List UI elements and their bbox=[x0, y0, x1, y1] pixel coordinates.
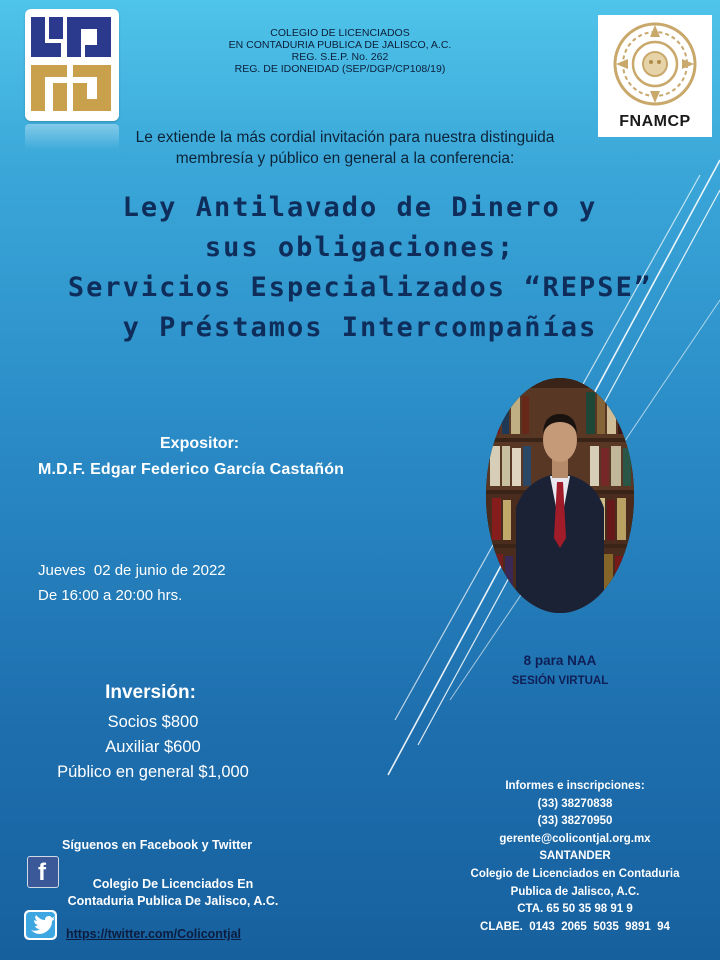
fnamcp-logo bbox=[598, 15, 712, 137]
twitter-icon[interactable] bbox=[24, 910, 57, 940]
clabe-number: CLABE. 0143 2065 5035 9891 94 bbox=[480, 920, 670, 933]
phone-number[interactable]: (33) 38270950 bbox=[537, 815, 613, 828]
virtual-session-label: SESIÓN VIRTUAL bbox=[511, 675, 609, 687]
facebook-name-line: Contaduria Publica De Jalisco, A.C. bbox=[67, 894, 279, 908]
price-item: Socios $800 bbox=[107, 713, 199, 731]
contact-heading: Informes e inscripciones: bbox=[505, 780, 645, 792]
investment-list bbox=[38, 710, 268, 785]
institution-header bbox=[190, 27, 490, 75]
title-line: y Préstamos Intercompañías bbox=[122, 312, 598, 343]
account-holder: Publica de Jalisco, A.C. bbox=[510, 885, 640, 898]
price-item: Público en general $1,000 bbox=[57, 763, 249, 781]
fnamcp-label: FNAMCP bbox=[619, 113, 691, 130]
bank-name: SANTANDER bbox=[539, 850, 611, 863]
header-line: COLEGIO DE LICENCIADOS bbox=[270, 27, 410, 39]
invitation-line: Le extiende la más cordial invitación para nuestra distinguida bbox=[135, 129, 555, 146]
facebook-name-line: Colegio De Licenciados En bbox=[92, 877, 254, 891]
colegio-logo-icon bbox=[25, 9, 119, 121]
speaker-label: Expositor: bbox=[160, 435, 240, 452]
header-line: EN CONTADURIA PUBLICA DE JALISCO, A.C. bbox=[228, 39, 452, 51]
price-item: Auxiliar $600 bbox=[105, 738, 201, 756]
aztec-calendar-icon bbox=[612, 21, 698, 107]
twitter-link[interactable]: https://twitter.com/Colicontjal bbox=[66, 927, 242, 941]
invitation-text bbox=[60, 127, 630, 169]
email-link[interactable]: gerente@colicontjal.org.mx bbox=[499, 832, 651, 845]
investment-title: Inversión: bbox=[105, 682, 196, 703]
header-line: REG. DE IDONEIDAD (SEP/DGP/CP108/19) bbox=[234, 63, 446, 75]
facebook-page-name[interactable] bbox=[48, 876, 298, 910]
facebook-letter: f bbox=[38, 859, 46, 886]
speaker-name: M.D.F. Edgar Federico García Castañón bbox=[38, 461, 345, 478]
contact-info bbox=[455, 778, 695, 936]
event-schedule bbox=[38, 558, 226, 608]
header-line: REG. S.E.P. No. 262 bbox=[291, 51, 389, 63]
naa-points: 8 para NAA bbox=[523, 653, 597, 668]
conference-title bbox=[0, 188, 720, 348]
title-line: sus obligaciones; bbox=[204, 232, 516, 263]
account-holder: Colegio de Licenciados en Contaduria bbox=[470, 867, 680, 880]
speaker-photo bbox=[486, 378, 634, 613]
social-heading: Síguenos en Facebook y Twitter bbox=[62, 838, 253, 852]
invitation-line: membresía y público en general a la conferencia: bbox=[175, 150, 515, 167]
colegio-logo bbox=[25, 9, 119, 121]
title-line: Ley Antilavado de Dinero y bbox=[122, 192, 598, 223]
account-number: CTA. 65 50 35 98 91 9 bbox=[517, 903, 633, 916]
phone-number[interactable]: (33) 38270838 bbox=[537, 797, 613, 810]
title-line: Servicios Especializados “REPSE” bbox=[67, 272, 653, 303]
event-time: De 16:00 a 20:00 hrs. bbox=[38, 587, 183, 604]
event-date: Jueves 02 de junio de 2022 bbox=[38, 562, 226, 579]
